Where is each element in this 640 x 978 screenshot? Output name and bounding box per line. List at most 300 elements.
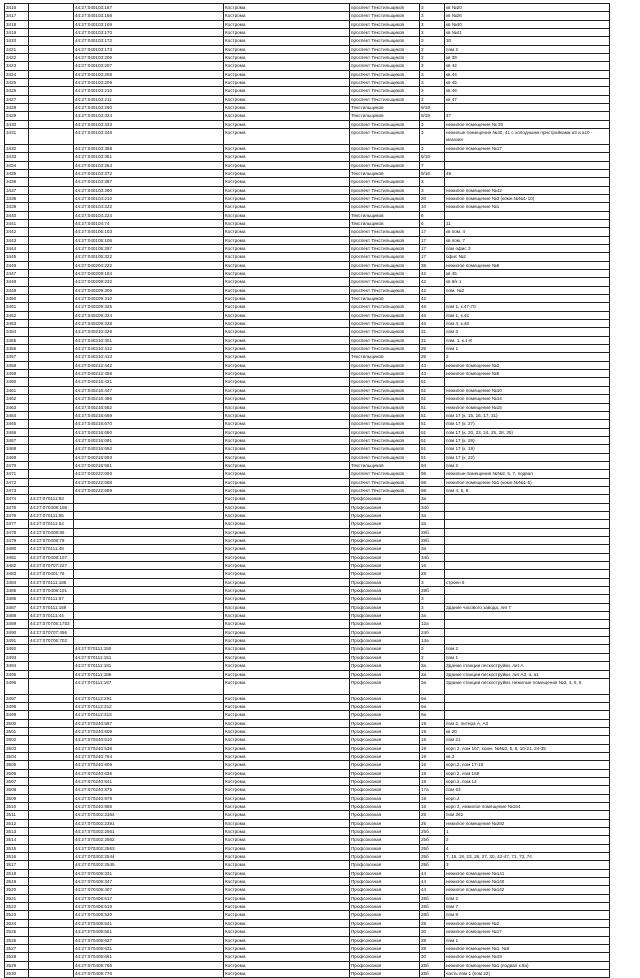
cadastral-number-cell — [74, 637, 224, 645]
parcel-number-cell: 44:27:070111:159 — [29, 603, 74, 611]
row-number-cell: 3522 — [5, 903, 29, 911]
premises-note-cell: кв 45 — [445, 79, 610, 87]
parcel-number-cell — [29, 470, 74, 478]
row-number-cell: 3509 — [5, 794, 29, 802]
street-cell: Профсоюзная — [350, 811, 420, 819]
house-number-cell: 19 — [420, 744, 445, 752]
cadastral-number-cell: 44:27:070408:661 — [74, 953, 224, 961]
cadastral-number-cell: 44:27:070408:551 — [74, 928, 224, 936]
cadastral-number-cell: 44:27:070111:151 — [74, 653, 224, 661]
parcel-number-cell — [29, 928, 74, 936]
city-cell: Кострома — [224, 495, 350, 503]
parcel-number-cell — [29, 794, 74, 802]
table-row — [5, 719, 610, 727]
house-number-cell: 9а — [420, 694, 445, 702]
row-number-cell: 3508 — [5, 786, 29, 794]
street-cell: проспект Текстильщиков — [350, 411, 420, 419]
city-cell: Кострома — [224, 353, 350, 361]
parcel-number-cell — [29, 244, 74, 252]
row-number-cell: 3445 — [5, 253, 29, 261]
premises-note-cell — [445, 587, 610, 595]
house-number-cell: 7 — [420, 161, 445, 169]
cadastral-number-cell: 44:27:040216:669 — [74, 411, 224, 419]
row-number-cell: 3521 — [5, 894, 29, 902]
parcel-number-cell — [29, 702, 74, 710]
house-number-cell: 25б — [420, 828, 445, 836]
street-cell: проспект Текстильщиков — [350, 345, 420, 353]
table-row — [5, 836, 610, 844]
parcel-number-cell — [29, 4, 74, 12]
table-row — [5, 4, 610, 12]
city-cell: Кострома — [224, 794, 350, 802]
premises-note-cell — [445, 495, 610, 503]
city-cell: Кострома — [224, 320, 350, 328]
house-number-cell: 51 — [420, 420, 445, 428]
parcel-number-cell — [29, 178, 74, 186]
table-row — [5, 961, 610, 969]
premises-note-cell — [445, 711, 610, 719]
cadastral-number-cell: 44:27:070240:985 — [74, 803, 224, 811]
premises-note-cell: пом 1, к.42 — [445, 311, 610, 319]
row-number-cell: 3472 — [5, 478, 29, 486]
city-cell: Кострома — [224, 411, 350, 419]
table-row — [5, 794, 610, 802]
city-cell: Кострома — [224, 670, 350, 678]
parcel-number-cell — [29, 328, 74, 336]
premises-note-cell: 7, 15, 18, 23, 26, 27, 30, 42-47, 71, 73, 74 — [445, 853, 610, 861]
parcel-number-cell — [29, 936, 74, 944]
parcel-number-cell — [29, 894, 74, 902]
parcel-number-cell — [29, 378, 74, 386]
table-row — [5, 811, 610, 819]
house-number-cell: 20 — [420, 194, 445, 202]
table-row — [5, 161, 610, 169]
house-number-cell: 30 — [420, 928, 445, 936]
row-number-cell: 3444 — [5, 244, 29, 252]
premises-note-cell: корп 2, пом 167, комн. №№3, 5, 8, 10-21, 24-35 — [445, 744, 610, 752]
cadastral-number-cell: 44:27:070240:875 — [74, 786, 224, 794]
city-cell: Кострома — [224, 478, 350, 486]
premises-note-cell — [445, 637, 610, 645]
parcel-number-cell — [29, 169, 74, 177]
city-cell: Кострома — [224, 20, 350, 28]
premises-note-cell: нежилое помещение №10 — [445, 386, 610, 394]
premises-note-cell: часть пом.1 (пом.22) — [445, 969, 610, 977]
premises-note-cell — [445, 595, 610, 603]
cadastral-number-cell: 44:27:070302:2544 — [74, 853, 224, 861]
row-number-cell: 3519 — [5, 878, 29, 886]
street-cell: проспект Текстильщиков — [350, 186, 420, 194]
cadastral-number-cell: 44:27:070408:631 — [74, 944, 224, 952]
row-number-cell: 3469 — [5, 453, 29, 461]
row-number-cell: 3515 — [5, 844, 29, 852]
street-cell: Профсоюзная — [350, 603, 420, 611]
cadastral-number-cell: 44:27:040216:691 — [74, 436, 224, 444]
table-row — [5, 670, 610, 678]
city-cell: Кострома — [224, 228, 350, 236]
premises-note-cell: корп 2, нежилое помещение №164 — [445, 803, 610, 811]
city-cell: Кострома — [224, 186, 350, 194]
house-number-cell: 17 — [420, 228, 445, 236]
street-cell: проспект Текстильщиков — [350, 144, 420, 152]
house-number-cell: 34б — [420, 553, 445, 561]
parcel-number-cell: 44:27:070408:107 — [29, 553, 74, 561]
city-cell: Кострома — [224, 537, 350, 545]
premises-note-cell — [445, 545, 610, 553]
row-number-cell: 3493 — [5, 653, 29, 661]
house-number-cell: 28б — [420, 961, 445, 969]
cadastral-number-cell: 44:27:040105:322 — [74, 253, 224, 261]
premises-note-cell: нежилое помещение №1, №6 — [445, 944, 610, 952]
parcel-number-cell — [29, 370, 74, 378]
cadastral-number-cell — [74, 495, 224, 503]
premises-note-cell — [445, 562, 610, 570]
premises-note-cell — [445, 378, 610, 386]
city-cell: Кострома — [224, 261, 350, 269]
city-cell: Кострома — [224, 278, 350, 286]
row-number-cell: 3459 — [5, 370, 29, 378]
street-cell: проспект Текстильщиков — [350, 161, 420, 169]
table-row — [5, 79, 610, 87]
house-number-cell: 19 — [420, 777, 445, 785]
parcel-number-cell — [29, 420, 74, 428]
street-cell: Профсоюзная — [350, 528, 420, 536]
house-number-cell: 51 — [420, 411, 445, 419]
table-row — [5, 537, 610, 545]
table-row — [5, 595, 610, 603]
table-row — [5, 736, 610, 744]
premises-note-cell: пом 17 (к. 26) — [445, 436, 610, 444]
premises-note-cell: нежилые помещения №№2, 6, 7, подвал — [445, 470, 610, 478]
premises-note-cell — [445, 628, 610, 636]
cadastral-number-cell: 44:27:040216:447 — [74, 386, 224, 394]
house-number-cell: 17 — [420, 244, 445, 252]
parcel-number-cell — [29, 786, 74, 794]
premises-note-cell — [445, 553, 610, 561]
table-row — [5, 511, 610, 519]
street-cell: Профсоюзная — [350, 637, 420, 645]
premises-note-cell: кв №20 — [445, 4, 610, 12]
street-cell: проспект Текстильщиков — [350, 62, 420, 70]
table-row — [5, 112, 610, 120]
row-number-cell: 3431 — [5, 129, 29, 145]
parcel-number-cell — [29, 719, 74, 727]
row-number-cell: 3514 — [5, 836, 29, 844]
city-cell: Кострома — [224, 911, 350, 919]
parcel-number-cell — [29, 295, 74, 303]
parcel-number-cell — [29, 45, 74, 53]
city-cell: Кострома — [224, 470, 350, 478]
city-cell: Кострома — [224, 886, 350, 894]
table-row — [5, 54, 610, 62]
parcel-number-cell — [29, 194, 74, 202]
premises-note-cell: Здание станции пескоструйки, лит.А3, а, а1 — [445, 670, 610, 678]
row-number-cell: 3451 — [5, 303, 29, 311]
table-row — [5, 969, 610, 977]
table-row — [5, 528, 610, 536]
city-cell: Кострома — [224, 928, 350, 936]
parcel-number-cell — [29, 20, 74, 28]
house-number-cell: 28 — [420, 570, 445, 578]
premises-note-cell: 2 — [445, 836, 610, 844]
row-number-cell: 3505 — [5, 761, 29, 769]
house-number-cell: 3 — [420, 645, 445, 653]
row-number-cell: 3484 — [5, 578, 29, 586]
row-number-cell: 3421 — [5, 45, 29, 53]
row-number-cell: 3467 — [5, 436, 29, 444]
row-number-cell: 3424 — [5, 70, 29, 78]
cadastral-number-cell — [74, 628, 224, 636]
cadastral-number-cell — [74, 587, 224, 595]
city-cell: Кострома — [224, 153, 350, 161]
street-cell: Текстильщиков — [350, 169, 420, 177]
cadastral-number-cell: 44:27:040103:208 — [74, 70, 224, 78]
city-cell: Кострома — [224, 719, 350, 727]
cadastral-number-cell: 44:27:040103:210 — [74, 87, 224, 95]
street-cell: Профсоюзная — [350, 694, 420, 702]
street-cell: Профсоюзная — [350, 736, 420, 744]
cadastral-number-cell — [74, 503, 224, 511]
city-cell: Кострома — [224, 370, 350, 378]
cadastral-number-cell: 44:27:040209:328 — [74, 320, 224, 328]
table-row — [5, 461, 610, 469]
premises-note-cell — [445, 211, 610, 219]
row-number-cell: 3437 — [5, 186, 29, 194]
street-cell: Профсоюзная — [350, 844, 420, 852]
premises-note-cell: кв №26 — [445, 12, 610, 20]
premises-note-cell: 47 — [445, 112, 610, 120]
street-cell: Профсоюзная — [350, 719, 420, 727]
premises-note-cell: кв 47 — [445, 95, 610, 103]
parcel-number-cell — [29, 777, 74, 785]
table-row — [5, 236, 610, 244]
row-number-cell: 3441 — [5, 219, 29, 227]
premises-note-cell: кв пом. 7 — [445, 236, 610, 244]
row-number-cell: 3420 — [5, 37, 29, 45]
premises-note-cell: кв.3 — [445, 752, 610, 760]
parcel-number-cell: 44:27:070707:456 — [29, 628, 74, 636]
cadastral-number-cell: 44:27:040105:297 — [74, 244, 224, 252]
premises-note-cell — [445, 537, 610, 545]
register-sheet — [0, 3, 640, 978]
table-row — [5, 570, 610, 578]
city-cell: Кострома — [224, 303, 350, 311]
city-cell: Кострома — [224, 244, 350, 252]
city-cell: Кострома — [224, 453, 350, 461]
parcel-number-cell — [29, 395, 74, 403]
city-cell: Кострома — [224, 761, 350, 769]
row-number-cell: 3433 — [5, 153, 29, 161]
row-number-cell: 3434 — [5, 161, 29, 169]
parcel-number-cell — [29, 144, 74, 152]
premises-note-cell: пом 17 (к. 20, 23, 24, 25, 28, 35) — [445, 428, 610, 436]
parcel-number-cell: 44:27:070111:48 — [29, 545, 74, 553]
table-row — [5, 727, 610, 735]
house-number-cell: 19 — [420, 769, 445, 777]
table-row — [5, 470, 610, 478]
city-cell: Кострома — [224, 612, 350, 620]
cadastral-number-cell: 44:27:040204:222 — [74, 261, 224, 269]
house-number-cell: 42 — [420, 270, 445, 278]
house-number-cell: 3 — [420, 37, 445, 45]
cadastral-number-cell: 44:27:070408:517 — [74, 894, 224, 902]
table-row — [5, 120, 610, 128]
house-number-cell: 28 — [420, 919, 445, 927]
house-number-cell: 3 — [420, 70, 445, 78]
street-cell: Профсоюзная — [350, 612, 420, 620]
city-cell: Кострома — [224, 894, 350, 902]
house-number-cell: 51 — [420, 436, 445, 444]
cadastral-number-cell: 44:27:040103:168 — [74, 12, 224, 20]
table-row — [5, 620, 610, 628]
city-cell: Кострома — [224, 603, 350, 611]
table-row — [5, 420, 610, 428]
house-number-cell: 10 — [420, 203, 445, 211]
row-number-cell: 3425 — [5, 79, 29, 87]
table-row — [5, 320, 610, 328]
parcel-number-cell — [29, 79, 74, 87]
row-number-cell: 3503 — [5, 744, 29, 752]
house-number-cell: 43 — [420, 361, 445, 369]
house-number-cell: 9а — [420, 711, 445, 719]
premises-note-cell: пом 21 — [445, 736, 610, 744]
city-cell: Кострома — [224, 178, 350, 186]
table-row — [5, 386, 610, 394]
house-number-cell: 3 — [420, 653, 445, 661]
row-number-cell: 3426 — [5, 87, 29, 95]
cadastral-number-cell: 44:27:040104:224 — [74, 211, 224, 219]
city-cell: Кострома — [224, 711, 350, 719]
row-number-cell: 3500 — [5, 719, 29, 727]
table-row — [5, 228, 610, 236]
city-cell: Кострома — [224, 828, 350, 836]
parcel-number-cell — [29, 752, 74, 760]
table-row — [5, 194, 610, 202]
house-number-cell: 6 — [420, 219, 445, 227]
house-number-cell: 44 — [420, 869, 445, 877]
cadastral-number-cell: 44:27:040210:326 — [74, 328, 224, 336]
table-row — [5, 878, 610, 886]
table-row — [5, 637, 610, 645]
street-cell: Профсоюзная — [350, 853, 420, 861]
parcel-number-cell — [29, 54, 74, 62]
city-cell: Кострома — [224, 62, 350, 70]
cadastral-number-cell: 44:27:070240:841 — [74, 777, 224, 785]
house-number-cell: 25 — [420, 819, 445, 827]
street-cell: Профсоюзная — [350, 894, 420, 902]
table-row — [5, 129, 610, 145]
street-cell: Текстильщиков — [350, 211, 420, 219]
parcel-number-cell — [29, 112, 74, 120]
house-number-cell: 94 — [420, 461, 445, 469]
street-cell: Профсоюзная — [350, 511, 420, 519]
premises-note-cell: офис №2 — [445, 253, 610, 261]
parcel-number-cell — [29, 886, 74, 894]
parcel-number-cell: 44:27:070401:76 — [29, 570, 74, 578]
row-number-cell: 3455 — [5, 336, 29, 344]
row-number-cell: 3528 — [5, 953, 29, 961]
street-cell: Профсоюзная — [350, 969, 420, 977]
street-cell: Текстильщиков — [350, 219, 420, 227]
city-cell: Кострома — [224, 620, 350, 628]
city-cell: Кострома — [224, 869, 350, 877]
cadastral-number-cell: 44:27:040216:582 — [74, 403, 224, 411]
table-row — [5, 803, 610, 811]
street-cell: проспект Текстильщиков — [350, 253, 420, 261]
row-number-cell: 3457 — [5, 353, 29, 361]
house-number-cell: 3а — [420, 678, 445, 694]
cadastral-number-cell: 44:27:040216:486 — [74, 395, 224, 403]
cadastral-number-cell — [74, 545, 224, 553]
house-number-cell: 19 — [420, 794, 445, 802]
street-cell: проспект Текстильщиков — [350, 486, 420, 494]
row-number-cell: 3494 — [5, 662, 29, 670]
cadastral-number-cell: 44:27:040209:232 — [74, 278, 224, 286]
street-cell: Профсоюзная — [350, 727, 420, 735]
parcel-number-cell — [29, 253, 74, 261]
row-number-cell: 3489 — [5, 620, 29, 628]
house-number-cell: 98 — [420, 486, 445, 494]
street-cell: проспект Текстильщиков — [350, 194, 420, 202]
cadastral-number-cell: 44:27:070408:627 — [74, 936, 224, 944]
row-number-cell: 3466 — [5, 428, 29, 436]
premises-note-cell: нежилое помещение №292 — [445, 819, 610, 827]
city-cell: Кострома — [224, 311, 350, 319]
city-cell: Кострома — [224, 861, 350, 869]
street-cell: проспект Текстильщиков — [350, 120, 420, 128]
city-cell: Кострома — [224, 436, 350, 444]
cadastral-number-cell: 44:27:040222:689 — [74, 486, 224, 494]
row-number-cell: 3520 — [5, 886, 29, 894]
cadastral-number-cell: 44:27:040103:167 — [74, 4, 224, 12]
premises-note-cell: нежилые помещения №40, 41 с холодными пристройками а3 и а10 - магазин — [445, 129, 610, 145]
premises-note-cell: пом офис 3 — [445, 244, 610, 252]
house-number-cell: 3а — [420, 662, 445, 670]
house-number-cell: 3 — [420, 87, 445, 95]
cadastral-number-cell: 44:27:070408:541 — [74, 919, 224, 927]
row-number-cell: 3436 — [5, 178, 29, 186]
street-cell: проспект Текстильщиков — [350, 70, 420, 78]
cadastral-number-cell: 44:27:040216:431 — [74, 378, 224, 386]
city-cell: Кострома — [224, 161, 350, 169]
cadastral-number-cell: 44:27:070111:181 — [74, 662, 224, 670]
cadastral-number-cell: 44:27:040103:173 — [74, 45, 224, 53]
street-cell: Профсоюзная — [350, 752, 420, 760]
premises-note-cell: пом. №2 — [445, 286, 610, 294]
street-cell: проспект Текстильщиков — [350, 378, 420, 386]
house-number-cell: 15 — [420, 761, 445, 769]
house-number-cell: 51 — [420, 445, 445, 453]
premises-note-cell: нежилое помещение №141 — [445, 869, 610, 877]
street-cell: проспект Текстильщиков — [350, 320, 420, 328]
cadastral-number-cell: 44:27:070405:331 — [74, 869, 224, 877]
city-cell: Кострома — [224, 545, 350, 553]
cadastral-number-cell: 44:27:040209:325 — [74, 303, 224, 311]
premises-note-cell — [445, 161, 610, 169]
city-cell: Кострома — [224, 520, 350, 528]
house-number-cell: 51 — [420, 378, 445, 386]
parcel-number-cell — [29, 662, 74, 670]
street-cell: проспект Текстильщиков — [350, 20, 420, 28]
table-row — [5, 87, 610, 95]
city-cell: Кострома — [224, 587, 350, 595]
house-number-cell: 3 — [420, 4, 445, 12]
street-cell: Профсоюзная — [350, 645, 420, 653]
table-row — [5, 361, 610, 369]
city-cell: Кострома — [224, 79, 350, 87]
house-number-cell: 9/18 — [420, 112, 445, 120]
table-row — [5, 953, 610, 961]
